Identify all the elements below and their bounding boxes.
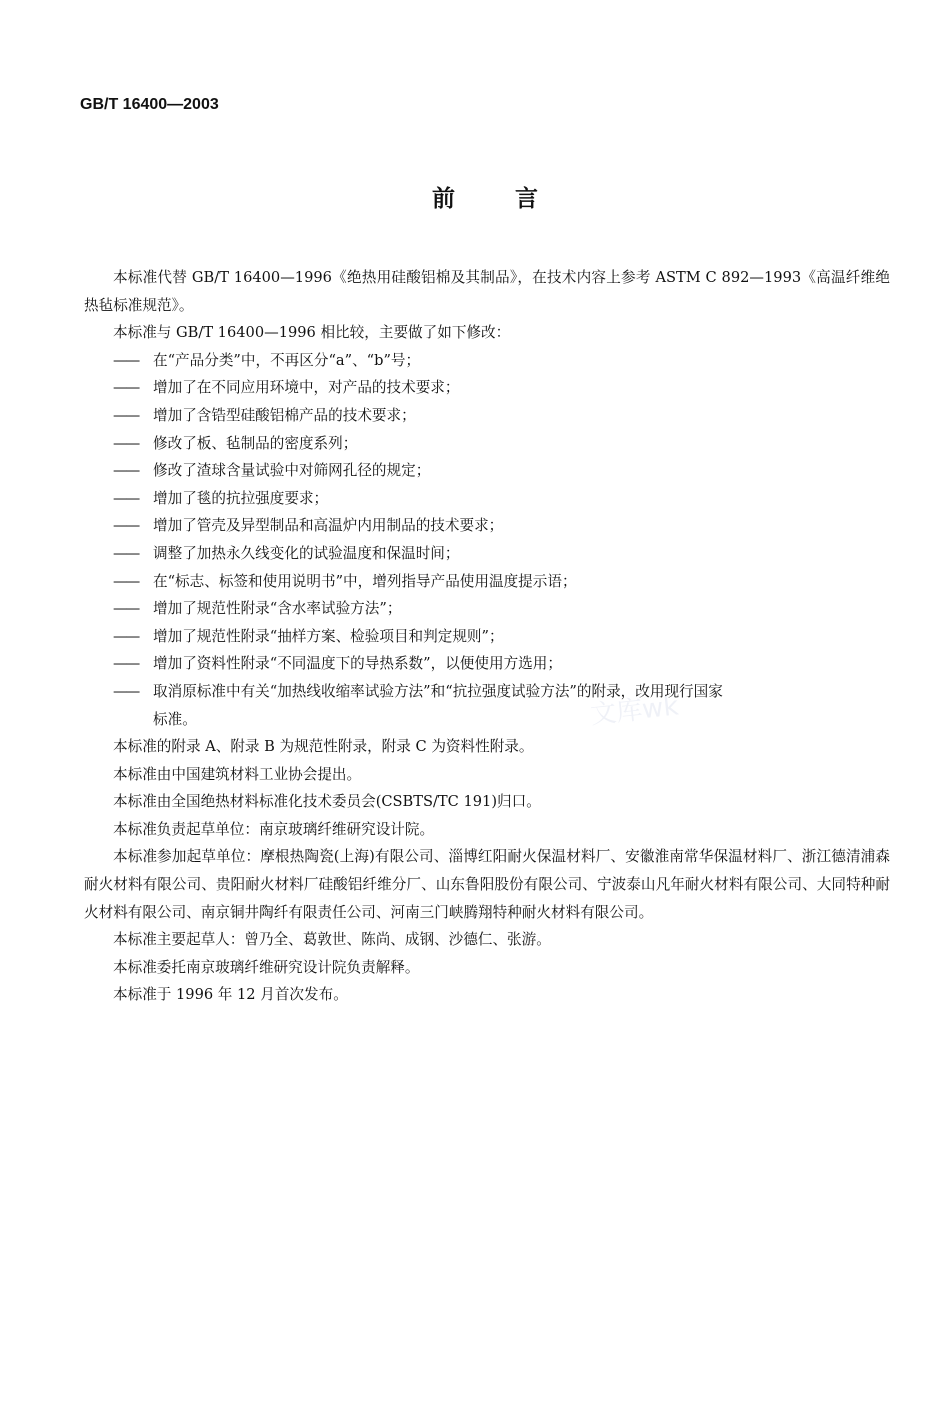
paragraph-first-issue: 本标准于 1996 年 12 月首次发布。 (113, 986, 348, 1004)
paragraph-replaces: 本标准代替 GB/T 16400—1996《绝热用硅酸铝棉及其制品》，在技术内容上参考 ASTM C 892—1993《高温纤维绝热毡标准规范》。 (84, 269, 890, 314)
standard-number: GB/T 16400—2003 (80, 96, 219, 113)
list-item: —— 增加了在不同应用环境中，对产品的技术要求； (113, 379, 460, 397)
list-item: —— 取消原标准中有关“加热线收缩率试验方法”和“抗拉强度试验方法”的附录，改用现行国家 标准。 (113, 682, 723, 728)
paragraph-changes-intro: 本标准与 GB/T 16400—1996 相比较，主要做了如下修改： (113, 324, 511, 342)
watermark: 文库wk (588, 691, 680, 731)
list-item: —— 在“标志、标签和使用说明书”中，增列指导产品使用温度提示语； (113, 572, 577, 590)
foreword-body (84, 264, 890, 1009)
changes-list (84, 347, 890, 733)
list-item: —— 增加了规范性附录“含水率试验方法”； (113, 600, 402, 618)
title-char-2: 言 (515, 186, 538, 212)
list-item: —— 增加了毯的抗拉强度要求； (113, 489, 329, 507)
paragraph-annexes: 本标准的附录 A、附录 B 为规范性附录，附录 C 为资料性附录。 (113, 738, 534, 756)
list-item: —— 增加了资料性附录“不同温度下的导热系数”，以便使用方选用； (113, 655, 562, 673)
list-item: —— 在“产品分类”中，不再区分“a”、“b”号； (113, 351, 421, 369)
paragraph-responsible-drafter: 本标准负责起草单位：南京玻璃纤维研究设计院。 (113, 820, 435, 838)
paragraph-main-drafters: 本标准主要起草人：曾乃全、葛敦世、陈尚、成钢、沙德仁、张游。 (113, 931, 551, 949)
paragraph-interpretation: 本标准委托南京玻璃纤维研究设计院负责解释。 (113, 958, 420, 976)
title-char-1: 前 (432, 186, 455, 212)
list-item: —— 修改了板、毡制品的密度系列； (113, 434, 358, 452)
list-item: —— 调整了加热永久线变化的试验温度和保温时间； (113, 544, 460, 562)
list-item: —— 修改了渣球含量试验中对筛网孔径的规定； (113, 462, 431, 480)
list-item: —— 增加了规范性附录“抽样方案、检验项目和判定规则”； (113, 627, 504, 645)
paragraph-centralized: 本标准由全国绝热材料标准化技术委员会(CSBTS/TC 191)归口。 (113, 793, 541, 811)
list-item: —— 增加了管壳及异型制品和高温炉内用制品的技术要求； (113, 517, 504, 535)
page-title (0, 180, 950, 213)
paragraph-proposer: 本标准由中国建筑材料工业协会提出。 (113, 765, 362, 783)
list-item: —— 增加了含锆型硅酸铝棉产品的技术要求； (113, 406, 416, 424)
paragraph-participating-drafters: 本标准参加起草单位：摩根热陶瓷(上海)有限公司、淄博红阳耐火保温材料厂、安徽淮南常华保温材料厂、浙江德清浦森耐火材料有限公司、贵阳耐火材料厂硅酸铝纤维分厂、山东鲁阳股份有限公司、宁波泰山凡年耐火材料有限公司、大同特种耐火材料有限公司、南京铜井陶纤有限责任公司、河南三门峡腾翔特种耐火材料有限公司。 (84, 848, 890, 921)
